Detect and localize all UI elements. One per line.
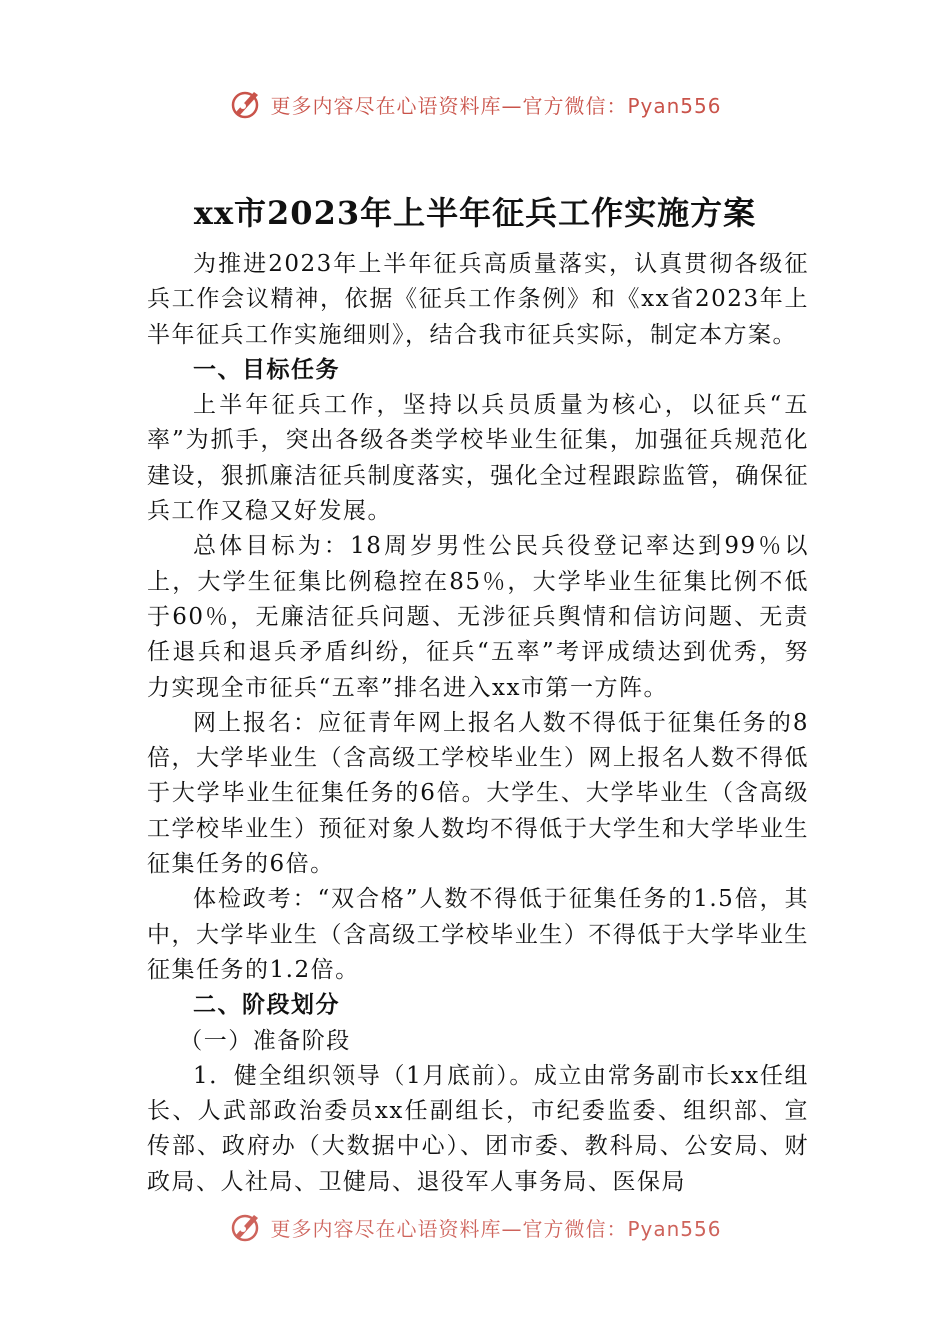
page-footer-watermark	[0, 1207, 950, 1247]
document-body	[147, 247, 809, 1199]
page-header-watermark	[0, 84, 950, 124]
goals-paragraph: 上半年征兵工作，坚持以兵员质量为核心，以征兵“五率”为抓手，突出各级各类学校毕业生征集，加强征兵规范化建设，狠抓廉洁征兵制度落实，强化全过程跟踪监管，确保征兵工作又稳又好发展。	[147, 392, 809, 525]
header-text: 更多内容尽在心语资料库—官方微信：Pyan556	[270, 93, 722, 118]
subsection-heading-preparation: （一）准备阶段	[179, 1027, 351, 1054]
organization-leadership-paragraph: 1．健全组织领导（1月底前）。成立由常务副市长xx任组长、人武部政治委员xx任副组长，市纪委监委、组织部、宣传部、政府办（大数据中心）、团市委、教科局、公安局、财政局、人社局、卫健局、退役军人事务局、医保局	[147, 1062, 809, 1195]
section-heading-goals: 一、目标任务	[193, 356, 340, 383]
page-title: xx市2023年上半年征兵工作实施方案	[193, 194, 757, 232]
medical-political-check-paragraph: 体检政考：“双合格”人数不得低于征集任务的1.5倍，其中，大学毕业生（含高级工学校毕业生）不得低于大学毕业生征集任务的1.2倍。	[147, 886, 809, 983]
overall-goals-paragraph: 总体目标为：18周岁男性公民兵役登记率达到99％以上，大学生征集比例稳控在85％，大学毕业生征集比例不低于60％，无廉洁征兵问题、无涉征兵舆情和信访问题、无责任退兵和退兵矛盾纠纷，征兵“五率”考评成绩达到优秀，努力实现全市征兵“五率”排名进入xx市第一方阵。	[147, 533, 809, 701]
section-heading-phases: 二、阶段划分	[193, 992, 340, 1019]
intro-paragraph: 为推进2023年上半年征兵高质量落实，认真贯彻各级征兵工作会议精神，依据《征兵工作条例》和《xx省2023年上半年征兵工作实施细则》，结合我市征兵实际，制定本方案。	[147, 251, 809, 348]
online-registration-paragraph: 网上报名：应征青年网上报名人数不得低于征集任务的8倍，大学毕业生（含高级工学校毕业生）网上报名人数不得低于大学毕业生征集任务的6倍。大学生、大学毕业生（含高级工学校毕业生）预征对象人数均不得低于大学生和大学毕业生征集任务的6倍。	[147, 709, 809, 878]
pen-seal-icon	[228, 86, 264, 122]
pen-seal-icon	[228, 1209, 264, 1245]
footer-text: 更多内容尽在心语资料库—官方微信：Pyan556	[270, 1216, 722, 1241]
